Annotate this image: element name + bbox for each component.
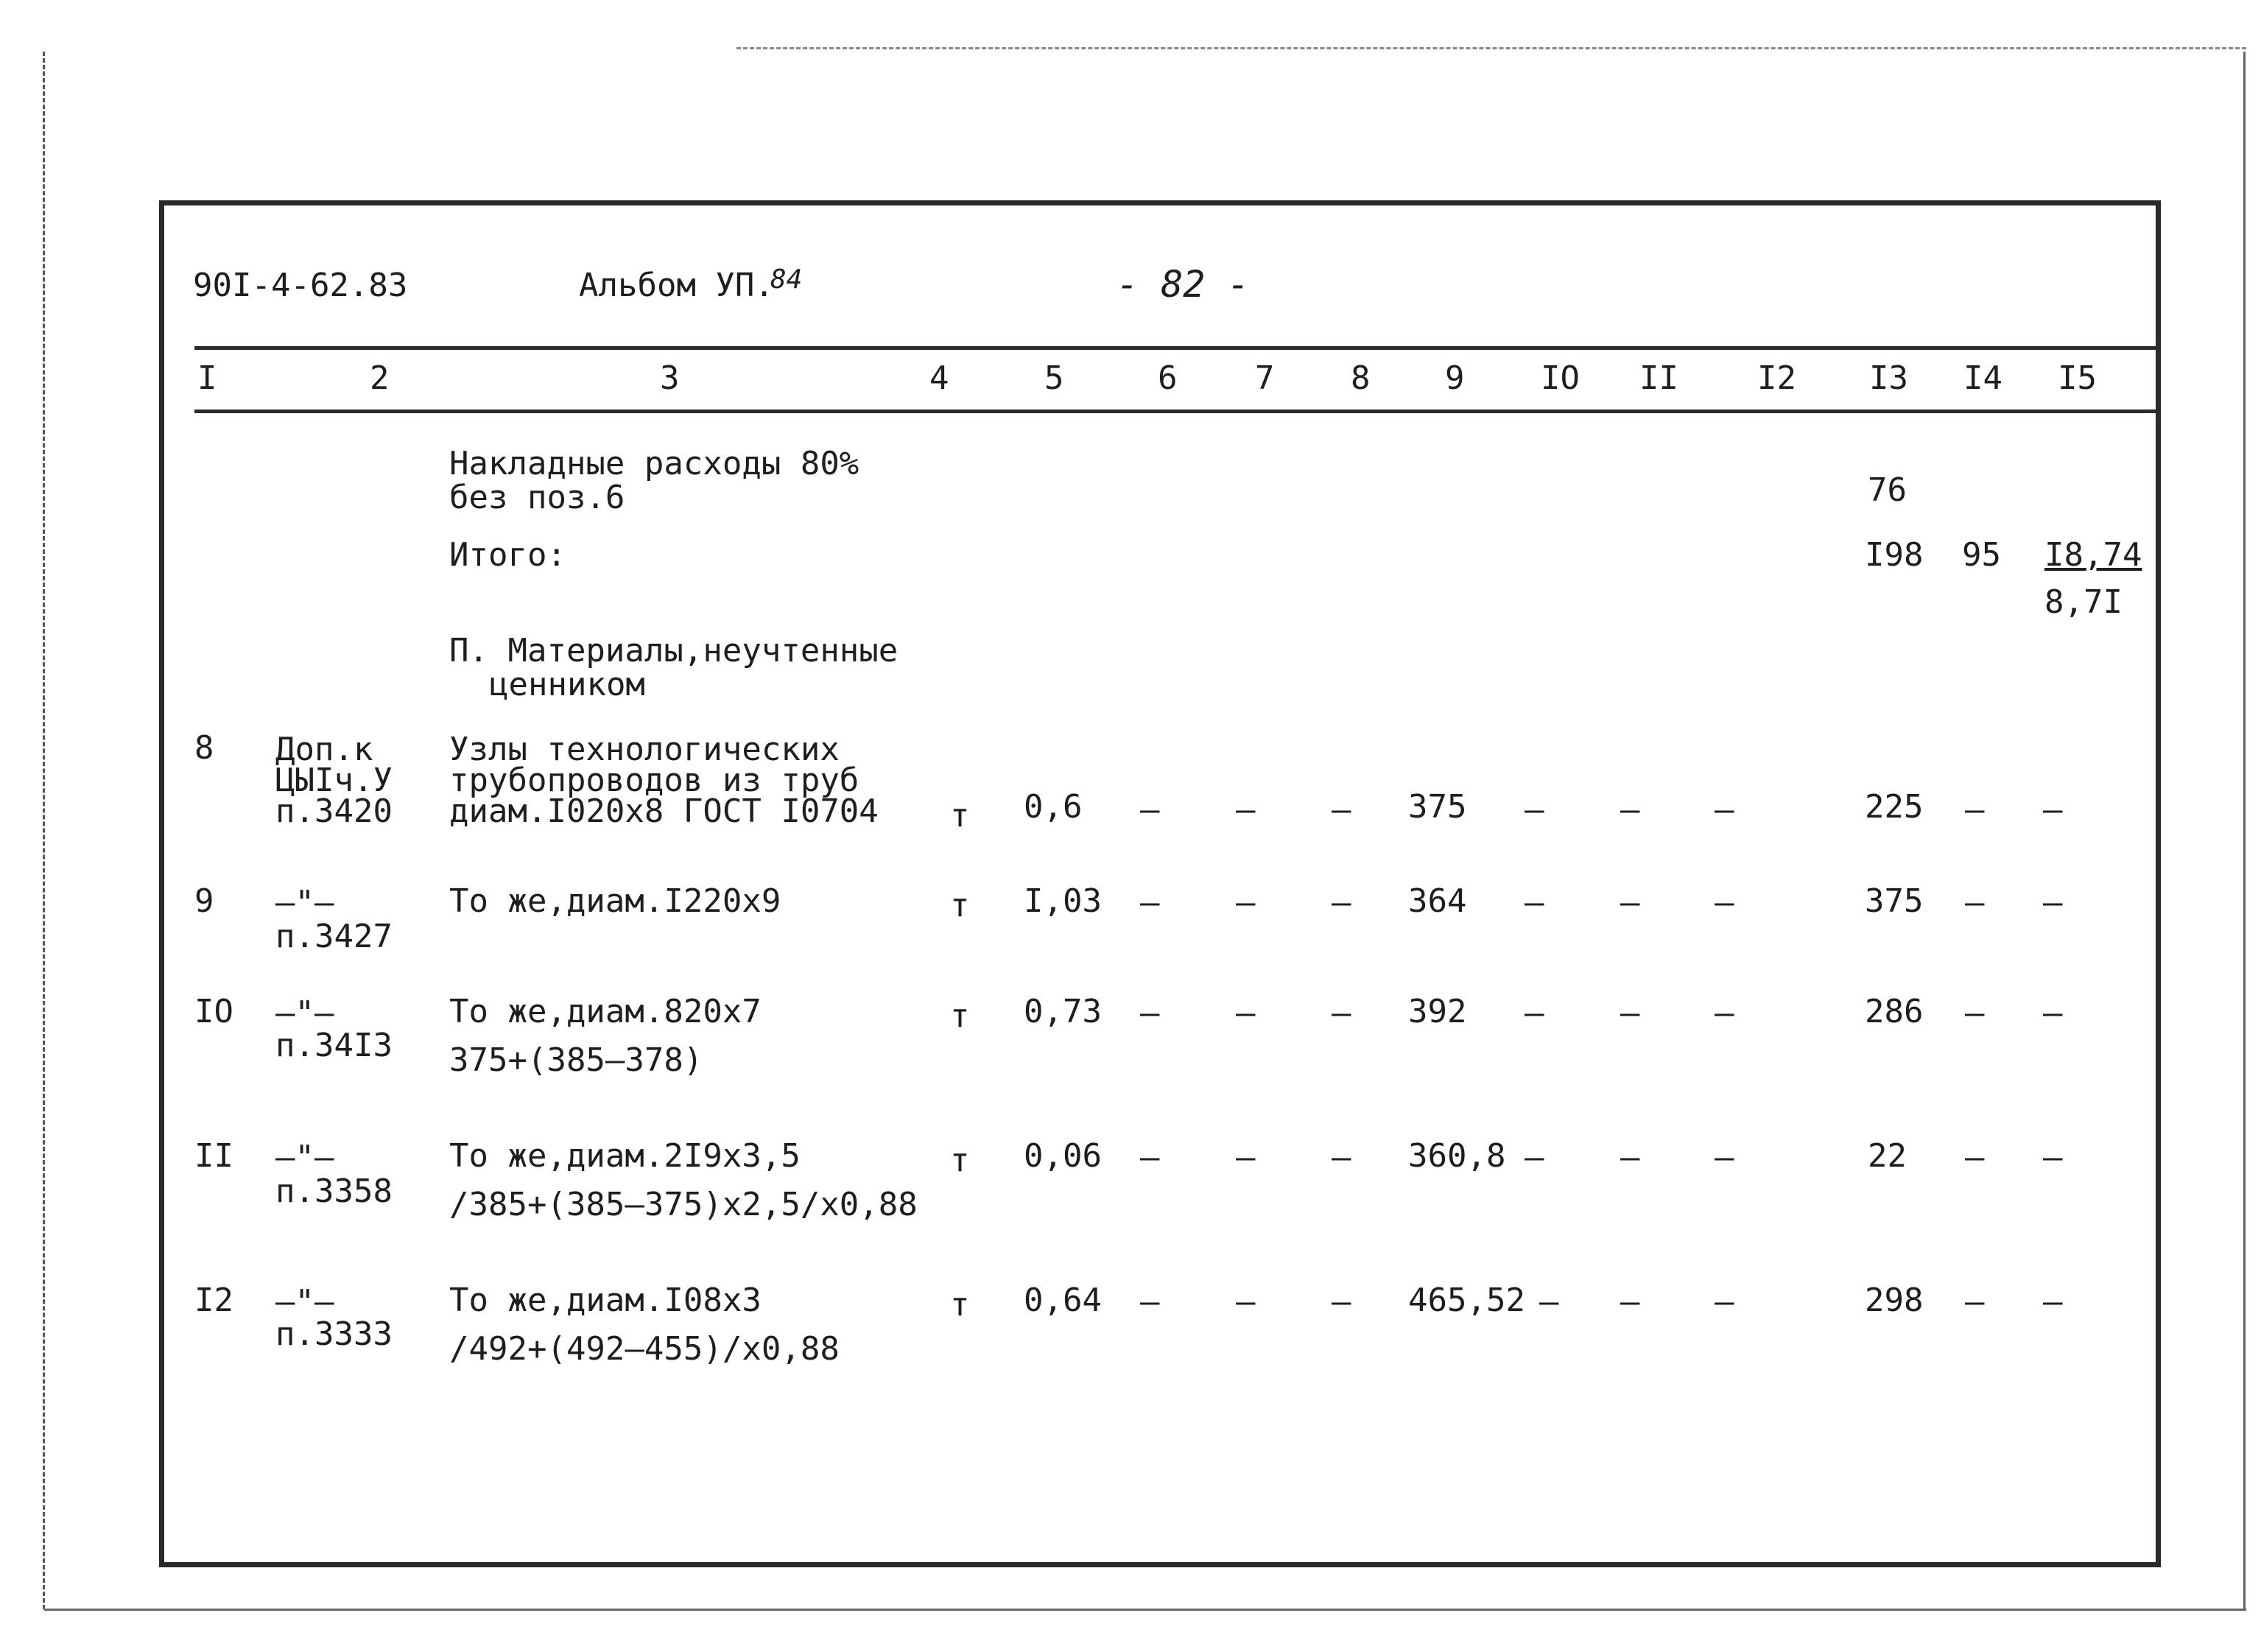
row-ref: п.3420 — [275, 792, 393, 830]
row-c12: – — [1715, 884, 1734, 921]
row-unit: т — [950, 997, 970, 1035]
overhead-label-2: без поз.6 — [449, 479, 625, 516]
row-c8: – — [1332, 1283, 1351, 1321]
sheet-edge-right — [2243, 52, 2246, 1609]
sheet-edge-left — [43, 52, 45, 1609]
row-ref: ЦЫIч.У — [275, 762, 393, 799]
overhead-label: Накладные расходы 80% — [449, 445, 859, 482]
page-number: - 82 - — [1117, 263, 1250, 306]
row-c8: – — [1332, 1139, 1351, 1176]
row-c6: – — [1140, 1283, 1160, 1321]
row-c11: – — [1620, 1139, 1640, 1176]
column-header-15: I5 — [2058, 359, 2097, 397]
row-ref: –"– — [275, 1283, 334, 1321]
row-c9: 465,52 — [1408, 1282, 1525, 1319]
column-header-6: 6 — [1158, 359, 1178, 397]
row-unit: т — [950, 797, 970, 834]
row-description: 375+(385–378) — [449, 1041, 703, 1079]
row-c15: – — [2043, 884, 2063, 921]
column-header-11: II — [1639, 359, 1678, 397]
total-label: Итого: — [449, 536, 566, 574]
row-description: /385+(385–375)х2,5/х0,88 — [449, 1186, 918, 1223]
row-description: То же,диам.820х7 — [449, 993, 762, 1030]
row-unit: т — [950, 1286, 970, 1324]
row-description: диам.I020х8 ГОСТ I0704 — [449, 792, 879, 830]
column-header-3: 3 — [660, 359, 680, 397]
row-c9: 392 — [1408, 993, 1467, 1030]
row-c15: – — [2043, 1139, 2063, 1176]
row-ref: –"– — [275, 1139, 334, 1176]
row-c7: – — [1236, 994, 1256, 1032]
row-c13: 22 — [1868, 1137, 1907, 1175]
row-c10: – — [1525, 994, 1544, 1032]
row-c11: – — [1620, 994, 1640, 1032]
column-header-9: 9 — [1445, 359, 1465, 397]
row-number: 9 — [194, 882, 214, 920]
column-header-13: I3 — [1869, 359, 1908, 397]
row-ref: Доп.к — [275, 731, 373, 768]
column-header-8: 8 — [1351, 359, 1371, 397]
row-unit: т — [950, 1142, 970, 1179]
row-c14: – — [1965, 1283, 1985, 1321]
row-c12: – — [1715, 1139, 1734, 1176]
row-number: I2 — [194, 1282, 233, 1319]
row-c10: – — [1525, 884, 1544, 921]
sheet-edge-top — [736, 47, 2246, 49]
row-number: II — [194, 1137, 233, 1175]
row-c13: 225 — [1865, 788, 1924, 826]
section-title-2: ценником — [489, 666, 645, 703]
row-qty: 0,6 — [1024, 788, 1083, 826]
column-header-2: 2 — [370, 359, 390, 397]
row-qty: I,03 — [1024, 882, 1102, 920]
header-rule-top — [194, 346, 2161, 350]
row-c13: 375 — [1865, 882, 1924, 920]
row-c11: – — [1620, 791, 1640, 829]
row-ref: п.34I3 — [275, 1027, 393, 1064]
total-c14: 95 — [1962, 536, 2001, 574]
row-c11: – — [1620, 884, 1640, 921]
row-c15: – — [2043, 994, 2063, 1032]
row-qty: 0,06 — [1024, 1137, 1102, 1175]
row-c9: 360,8 — [1408, 1137, 1506, 1175]
row-c12: – — [1715, 791, 1734, 829]
header-rule-bottom — [194, 410, 2161, 413]
row-c6: – — [1140, 884, 1160, 921]
row-ref: –"– — [275, 994, 334, 1032]
row-qty: 0,73 — [1024, 993, 1102, 1030]
row-number: IO — [194, 993, 233, 1030]
row-description: То же,диам.I08х3 — [449, 1282, 762, 1319]
row-c6: – — [1140, 791, 1160, 829]
row-c11: – — [1620, 1283, 1640, 1321]
row-c9: 364 — [1408, 882, 1467, 920]
row-c13: 298 — [1865, 1282, 1924, 1319]
row-c8: – — [1332, 994, 1351, 1032]
section-title: П. Материалы,неучтенные — [449, 632, 899, 669]
row-c14: – — [1965, 1139, 1985, 1176]
row-c7: – — [1236, 1283, 1256, 1321]
row-c7: – — [1236, 1139, 1256, 1176]
column-header-7: 7 — [1255, 359, 1275, 397]
row-c12: – — [1715, 994, 1734, 1032]
row-description: То же,диам.I220х9 — [449, 882, 781, 920]
album-label: Альбом УП. — [579, 267, 774, 304]
column-header-4: 4 — [929, 359, 949, 397]
row-c14: – — [1965, 791, 1985, 829]
column-header-10: IO — [1541, 359, 1580, 397]
doc-code: 90I-4-62.83 — [193, 267, 408, 304]
total-c13: I98 — [1865, 536, 1924, 574]
column-header-5: 5 — [1044, 359, 1064, 397]
row-description: Узлы технологических — [449, 731, 840, 768]
row-c13: 286 — [1865, 993, 1924, 1030]
row-c7: – — [1236, 884, 1256, 921]
row-c6: – — [1140, 1139, 1160, 1176]
row-c15: – — [2043, 791, 2063, 829]
row-description: То же,диам.2I9х3,5 — [449, 1137, 801, 1175]
overhead-c13: 76 — [1868, 471, 1907, 509]
total-c15-top: I8,74 — [2044, 536, 2142, 574]
row-c14: – — [1965, 884, 1985, 921]
row-ref: п.3358 — [275, 1173, 393, 1210]
row-c14: – — [1965, 994, 1985, 1032]
row-c15: – — [2043, 1283, 2063, 1321]
row-c7: – — [1236, 791, 1256, 829]
row-ref: п.3427 — [275, 918, 393, 955]
row-c10: – — [1525, 1139, 1544, 1176]
row-qty: 0,64 — [1024, 1282, 1102, 1319]
row-number: 8 — [194, 729, 214, 767]
row-unit: т — [950, 887, 970, 924]
row-description: трубопроводов из труб — [449, 762, 859, 799]
row-c8: – — [1332, 884, 1351, 921]
column-header-1: I — [197, 359, 217, 397]
row-ref: –"– — [275, 884, 334, 921]
row-c10: – — [1539, 1283, 1559, 1321]
sheet-edge-bottom — [44, 1609, 2246, 1611]
row-ref: п.3333 — [275, 1315, 393, 1353]
row-c8: – — [1332, 791, 1351, 829]
row-c9: 375 — [1408, 788, 1467, 826]
row-c10: – — [1525, 791, 1544, 829]
row-description: /492+(492–455)/х0,88 — [449, 1330, 840, 1368]
total-c15-bottom: 8,7I — [2044, 583, 2123, 621]
row-c6: – — [1140, 994, 1160, 1032]
row-c12: – — [1715, 1283, 1734, 1321]
album-number: 84 — [770, 264, 803, 295]
column-header-14: I4 — [1963, 359, 2002, 397]
column-header-12: I2 — [1757, 359, 1796, 397]
